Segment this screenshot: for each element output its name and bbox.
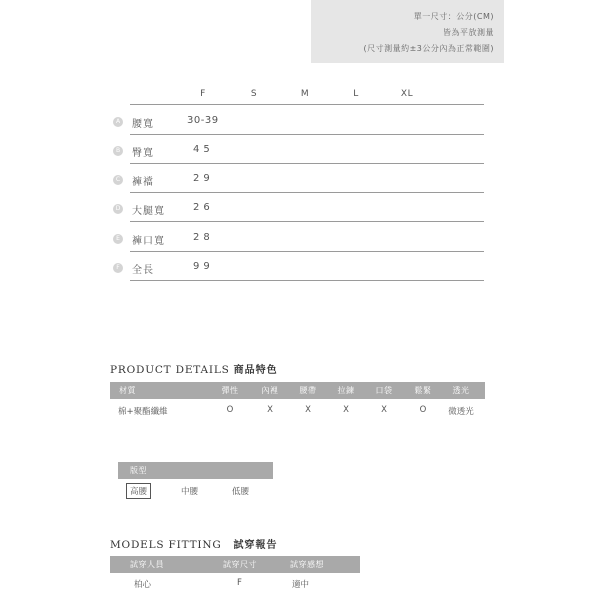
- unit-note-line-1: 單一尺寸：公分(CM): [413, 12, 494, 21]
- value-sheerness: 微透光: [448, 407, 474, 417]
- value-feedback: 適中: [292, 580, 310, 590]
- size-header-xl: XL: [400, 89, 414, 99]
- value-belt: X: [305, 405, 311, 415]
- models-fitting-title-en: MODELS FITTING: [110, 539, 222, 551]
- size-row-value-f: 30-39: [187, 115, 219, 126]
- product-details-title-zh: 商品特色: [233, 365, 278, 376]
- product-details-header-bar: [110, 382, 485, 399]
- header-material: 材質: [119, 386, 136, 395]
- header-sheerness: 透光: [452, 386, 470, 395]
- size-row-value-f: 29: [193, 173, 214, 184]
- header-belt: 腰帶: [299, 386, 317, 395]
- size-row-value-f: 26: [193, 202, 214, 213]
- header-size-tried: 試穿尺寸: [223, 560, 257, 569]
- size-row-leg-opening: [0, 232, 609, 248]
- models-fitting-values-row: [110, 578, 360, 592]
- size-row-badge: F: [113, 263, 123, 273]
- unit-note-box: [311, 0, 504, 63]
- size-table-rule: [130, 280, 484, 281]
- size-row-thigh: [0, 202, 609, 218]
- value-zipper: X: [343, 405, 349, 415]
- size-header-f: F: [200, 89, 206, 99]
- value-waistband: O: [419, 405, 427, 415]
- size-row-label: 全長: [132, 265, 154, 276]
- unit-note-line-2: 皆為平放測量: [443, 28, 494, 37]
- product-details-title: [110, 361, 278, 376]
- header-pocket: 口袋: [375, 386, 393, 395]
- size-table-rule: [130, 221, 484, 222]
- fit-header: 版型: [130, 466, 147, 475]
- value-lining: X: [267, 405, 273, 415]
- size-table-rule: [130, 251, 484, 252]
- size-table-rule: [130, 192, 484, 193]
- size-table-rule: [130, 104, 484, 105]
- size-header-m: M: [300, 89, 310, 99]
- header-lining: 內裡: [261, 386, 279, 395]
- product-details-title-en: PRODUCT DETAILS: [110, 364, 230, 376]
- size-row-badge: E: [113, 234, 123, 244]
- size-row-waist: [0, 115, 609, 131]
- size-row-value-f: 45: [193, 144, 214, 155]
- models-fitting-title: [110, 536, 278, 551]
- header-model: 試穿人員: [130, 560, 164, 569]
- size-row-label: 腰寬: [132, 119, 154, 130]
- size-row-value-f: 28: [193, 232, 214, 243]
- size-row-value-f: 99: [193, 261, 214, 272]
- header-feedback: 試穿感想: [290, 560, 324, 569]
- fit-option-low-waist: 低腰: [232, 487, 250, 497]
- size-header-s: S: [250, 89, 258, 99]
- header-elasticity: 彈性: [221, 386, 239, 395]
- unit-note-line-3: (尺寸測量約±3公分內為正常範圍): [363, 44, 494, 53]
- size-row-length: [0, 261, 609, 277]
- size-row-badge: B: [113, 146, 123, 156]
- size-row-label: 褲襠: [132, 177, 154, 188]
- models-fitting-header-bar: [110, 556, 360, 573]
- models-fitting-title-zh: 試穿報告: [233, 540, 278, 551]
- fit-option-high-waist: 高腰: [126, 483, 151, 499]
- value-pocket: X: [381, 405, 387, 415]
- product-details-values-row: [110, 405, 485, 419]
- value-model: 柏心: [134, 580, 152, 590]
- size-row-label: 褲口寬: [132, 236, 165, 247]
- header-zipper: 拉鍊: [337, 386, 355, 395]
- fit-option-mid-waist: 中腰: [181, 487, 199, 497]
- size-row-badge: A: [113, 117, 123, 127]
- size-header-l: L: [353, 89, 359, 99]
- fit-options: [0, 483, 609, 499]
- size-row-badge: D: [113, 204, 123, 214]
- size-row-badge: C: [113, 175, 123, 185]
- header-waistband: 鬆緊: [414, 386, 432, 395]
- value-material: 棉+聚酯纖維: [118, 407, 168, 417]
- value-size-tried: F: [237, 578, 242, 588]
- size-row-label: 大腿寬: [132, 206, 165, 217]
- size-table-header: [0, 89, 609, 101]
- value-elasticity: O: [226, 405, 234, 415]
- size-table-rule: [130, 163, 484, 164]
- fit-header-bar: [118, 462, 273, 479]
- size-row-hip: [0, 144, 609, 160]
- size-table-rule: [130, 134, 484, 135]
- size-row-label: 臀寬: [132, 148, 154, 159]
- size-row-rise: [0, 173, 609, 189]
